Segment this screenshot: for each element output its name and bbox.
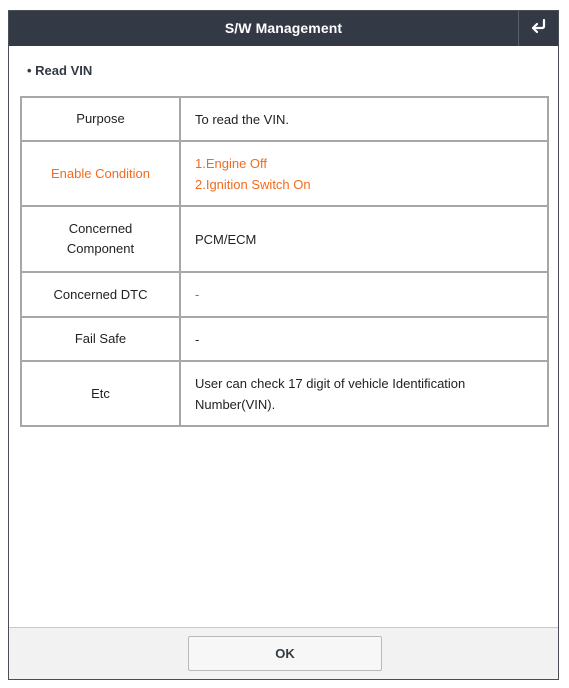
row-value-concerned-dtc	[180, 272, 548, 317]
fail-safe-text: -	[195, 331, 200, 347]
section-title: • Read VIN	[27, 63, 93, 78]
sw-management-dialog	[8, 10, 559, 680]
table-row	[21, 361, 548, 426]
row-label-etc: Etc	[21, 361, 180, 426]
etc-line-1: User can check 17 digit of vehicle Identification	[195, 375, 466, 391]
condition-line-1: 1.Engine Off	[195, 155, 268, 171]
purpose-text: To read the VIN.	[195, 111, 289, 127]
table-row	[21, 317, 548, 361]
label-line-1: Concerned	[68, 221, 133, 236]
table-row	[21, 97, 548, 141]
ok-button[interactable]: OK	[188, 636, 382, 671]
label-line-2: Component	[66, 241, 135, 256]
dtc-text: -	[195, 287, 200, 302]
row-value-concerned-component	[180, 206, 548, 272]
return-arrow-icon	[530, 18, 548, 39]
title-bar	[9, 11, 558, 46]
dialog-footer	[9, 627, 558, 679]
table-row	[21, 272, 548, 317]
row-value-fail-safe	[180, 317, 548, 361]
component-text: PCM/ECM	[195, 231, 257, 247]
row-label-purpose: Purpose	[21, 97, 180, 141]
row-label-enable-condition: Enable Condition	[21, 141, 180, 206]
row-label-concerned-dtc: Concerned DTC	[21, 272, 180, 317]
info-table	[20, 96, 549, 427]
etc-line-2: Number(VIN).	[195, 396, 276, 412]
row-label-concerned-component	[21, 206, 180, 272]
row-value-etc	[180, 361, 548, 426]
table-row	[21, 206, 548, 272]
table-row	[21, 141, 548, 206]
row-value-purpose	[180, 97, 548, 141]
back-button[interactable]	[518, 11, 558, 46]
condition-line-2: 2.Ignition Switch On	[195, 176, 311, 192]
row-label-fail-safe: Fail Safe	[21, 317, 180, 361]
row-value-enable-condition	[180, 141, 548, 206]
window-title: S/W Management	[224, 20, 343, 36]
